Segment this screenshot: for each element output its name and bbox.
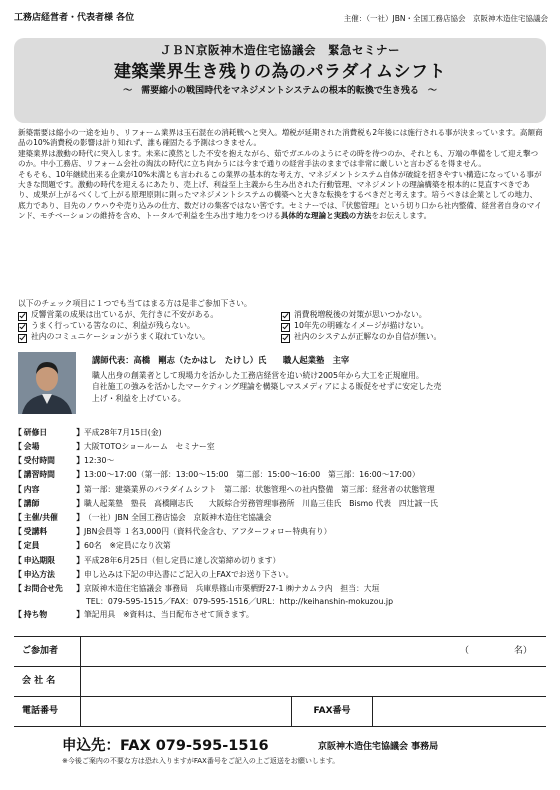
checkbox-icon xyxy=(18,334,27,343)
company-field[interactable] xyxy=(81,667,546,696)
detail-value: 60名 ※定員になり次第 xyxy=(84,541,171,551)
detail-label: 【 主催/共催 】 xyxy=(14,512,84,522)
apply-organization: 京阪神木造住宅協議会 事務局 xyxy=(318,742,439,752)
check-item-label: 社内のコミュニケーションがうまく取れていない。 xyxy=(31,332,210,341)
lecturer-portrait-icon xyxy=(18,352,76,414)
lecturer-photo xyxy=(18,352,76,414)
detail-label: 【 受講料 】 xyxy=(14,527,84,537)
detail-row-belongings xyxy=(14,608,546,622)
checkbox-icon xyxy=(18,323,27,332)
check-item-label: 消費税増税後の対策が思いつかない。 xyxy=(294,310,427,319)
check-item xyxy=(18,310,281,321)
phone-field[interactable] xyxy=(81,697,292,726)
apply-fax: 申込先：FAX 079-595-1516 xyxy=(62,738,269,754)
checkbox-icon xyxy=(281,334,290,343)
check-item-label: 反響営業の成果は出ているが、先行きに不安がある。 xyxy=(31,310,219,319)
detail-row-date xyxy=(14,426,546,440)
seminar-subtitle: ～ 需要縮小の戦国時代をマネジメントシステムの根本的転換で生き残る ～ xyxy=(123,86,437,97)
detail-row-contact xyxy=(14,582,546,596)
contact-numbers: TEL：079-595-1515／FAX：079-595-1516／URL：http://keihanshin-mokuzou.jp xyxy=(86,596,394,606)
company-label: 会 社 名 xyxy=(14,667,81,696)
check-item xyxy=(281,310,544,321)
detail-row-contact-numbers xyxy=(14,596,546,608)
check-item xyxy=(281,321,544,332)
title-banner xyxy=(14,38,546,123)
form-row-company xyxy=(14,667,546,697)
detail-label: 【 申込方法 】 xyxy=(14,569,84,579)
detail-row-deadline xyxy=(14,554,546,568)
seminar-title: 建築業界生き残りの為のパラダイムシフト xyxy=(114,61,446,82)
detail-value: 平成28年7月15日(金) xyxy=(84,427,162,437)
detail-row-capacity xyxy=(14,540,546,554)
detail-label: 【 定員 】 xyxy=(14,541,84,551)
detail-value: 申し込みは下記の申込書にご記入の上FAXでお送り下さい。 xyxy=(84,569,294,579)
lecturer-description xyxy=(92,370,542,404)
form-row-participants xyxy=(14,637,546,667)
intro-paragraph-3-text: そもそも、10年継続出来る企業が10%未満とも言われるこの業界の基本的な考え方、マネジメントシステム自体が破綻を招きやすい構造になっている事が大きな問題です。激動の時代を迎えるにあたり、売上げ、利益至上主義から生み出された行動管理、マネジメントの理論構築を根本的に見直すべきであり、成果が上がるべくして上がる原理原則に則ったマネジメントシステムの構築へと大きな転換をするべきだと考えます。培うべきは企業としての地力、底力であり、目先のノウハウや売り込みの仕方、数だけの集客ではない筈です。セミナーでは、『伏態管理』という切り口から社内整備、経営者自身のマインド、モチベーションの維持を含め、トータルで利益を生み出す地力をつける xyxy=(18,169,542,221)
organizer: 主催：（一社）JBN・全国工務店協会 京阪神木造住宅協議会 xyxy=(343,14,548,23)
checklist xyxy=(18,310,544,343)
fax-label: FAX番号 xyxy=(292,697,373,726)
detail-row-venue xyxy=(14,440,546,454)
intro-paragraph-3-end: をお伝えします。 xyxy=(371,211,432,221)
lecturer-name: 講師代表：高橋 剛志（たかはし たけし）氏 職人起業塾 主宰 xyxy=(92,355,350,365)
checkbox-icon xyxy=(18,312,27,321)
intro-paragraph-1: 新築需要は縮小の一途を辿り、リフォーム業界は玉石混在の消耗戦へと突入。増税が延期された消費税も2年後には施行される事が決まっています。高額商品の10%消費税の影響は計り知れず、誰も確固たる予測はつきません。 xyxy=(18,128,543,148)
detail-label: 【 お問合せ先 】 xyxy=(14,583,84,593)
detail-label: 【 講習時間 】 xyxy=(14,470,84,480)
detail-label: 【 申込期限 】 xyxy=(14,555,84,565)
check-item-label: 社内のシステムが正解なのか自信が無い。 xyxy=(294,332,442,341)
form-row-phone-fax xyxy=(14,697,546,727)
participants-field[interactable] xyxy=(81,637,546,666)
detail-value: 京阪神木造住宅協議会 事務局 兵庫県篠山市栗栖野27-1 ㈱ナカムラ内 担当：大垣 xyxy=(84,583,380,593)
participants-count-suffix: （ 名） xyxy=(459,646,532,656)
detail-row-fee xyxy=(14,525,546,539)
detail-label: 【 研修日 】 xyxy=(14,427,84,437)
addressee: 工務店経営者・代表者様 各位 xyxy=(14,13,135,23)
intro-body xyxy=(18,128,544,222)
detail-row-time xyxy=(14,469,546,483)
checkbox-icon xyxy=(281,312,290,321)
detail-value: 13:00～17:00（第一部：13:00～15:00 第二部：15:00～16:00 第三部：16:00～17:00） xyxy=(84,470,420,480)
detail-row-lecturers xyxy=(14,497,546,511)
detail-label: 【 持ち物 】 xyxy=(14,610,84,620)
check-item xyxy=(18,321,281,332)
intro-paragraph-3 xyxy=(18,170,544,222)
detail-label: 【 受付時間 】 xyxy=(14,456,84,466)
checklist-intro: 以下のチェック項目に１つでも当てはまる方は是非ご参加下さい。 xyxy=(18,299,252,308)
detail-label: 【 講師 】 xyxy=(14,498,84,508)
seminar-details xyxy=(14,426,546,622)
lecturer-desc-line: 上げ・利益を上げている。 xyxy=(92,393,186,403)
check-item-label: 10年先の明確なイメージが描けない。 xyxy=(294,321,429,330)
intro-emphasis: 具体的な理論と実践の方法 xyxy=(280,211,372,221)
detail-value: 12:30～ xyxy=(84,456,115,466)
detail-row-reception xyxy=(14,454,546,468)
detail-label: 【 会場 】 xyxy=(14,442,84,452)
phone-label: 電話番号 xyxy=(14,697,81,726)
lecturer-desc-line: 自社施工の強みを活かしたマーケティング理論を構築しマスメディアによる販促をせずに安定した売 xyxy=(92,382,442,392)
detail-value: 職人起業塾 塾長 高橋剛志氏 大阪綜合労務管理事務所 川島三佳氏 Bismo 代表 四辻誠一氏 xyxy=(84,498,438,508)
fax-field[interactable] xyxy=(373,697,546,726)
seminar-heading: ＪＢＮ京阪神木造住宅協議会 緊急セミナー xyxy=(160,43,400,57)
opt-out-note: ※今後ご案内の不要な方は恐れ入りますがFAX番号をご記入の上ご返送をお願いします。 xyxy=(62,757,340,765)
detail-value: JBN会員等 １名3,000円（資料代金含む、アフターフォロー特典有り） xyxy=(84,527,332,537)
detail-value: 大阪TOTOショールーム セミナー室 xyxy=(84,442,215,452)
check-item xyxy=(18,332,281,343)
detail-row-host xyxy=(14,511,546,525)
detail-value: （一社）JBN 全国工務店協会 京阪神木造住宅協議会 xyxy=(84,512,272,522)
check-item-label: うまく行っている筈なのに、利益が残らない。 xyxy=(31,321,195,330)
detail-value: 平成28年6月25日（但し定員に達し次第締め切ります） xyxy=(84,555,281,565)
check-item xyxy=(281,332,544,343)
detail-row-content xyxy=(14,483,546,497)
intro-paragraph-2: 建築業界は激動の時代に突入します。未来に漠然とした不安を抱えながら、茹でガエルのようにその時を待つのか、それとも、万端の準備をして迎え撃つのか。中小工務店、リフォーム会社の淘汰の時代に立ち向かうには今まで通りの経営手法のままでは非常に厳しいと言わざるを得ません。 xyxy=(18,148,539,169)
participants-label: ご参加者 xyxy=(14,637,81,666)
detail-value: 第一部：建築業界のパラダイムシフト 第二部：状態管理への社内整備 第三部：経営者の状態管理 xyxy=(84,484,435,494)
detail-label: 【 内容 】 xyxy=(14,484,84,494)
application-form xyxy=(14,636,546,727)
detail-value: 筆記用具 ※資料は、当日配布させて頂きます。 xyxy=(84,610,254,620)
detail-row-method xyxy=(14,568,546,582)
checkbox-icon xyxy=(281,323,290,332)
lecturer-desc-line: 職人出身の創業者として現場力を活かした工務店経営を追い続け2005年から大工を正規雇用。 xyxy=(92,371,424,380)
